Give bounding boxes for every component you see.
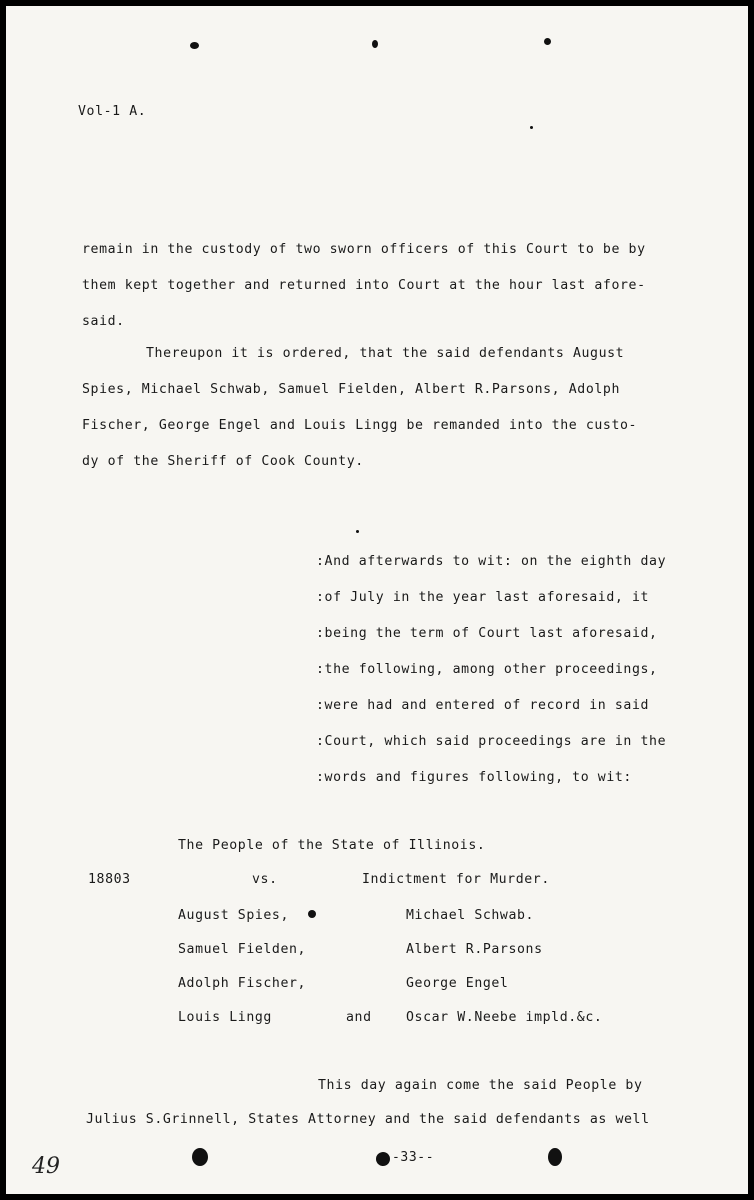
defendant-right: Albert R.Parsons [406,942,543,957]
case-and: and [346,1010,372,1025]
defendant-left: August Spies, [178,908,290,923]
margin-block-line: :of July in the year last aforesaid, it [316,590,650,605]
scan-mark [356,530,359,533]
case-charge: Indictment for Murder. [362,872,550,887]
margin-block-line: :And afterwards to wit: on the eighth day [316,554,667,569]
punch-hole-mark [192,1148,208,1166]
paragraph2-line: Thereupon it is ordered, that the said defendants August [146,346,625,361]
margin-block-line: :words and figures following, to wit: [316,770,632,785]
page-number: -33-- [392,1150,435,1165]
defendant-left: Adolph Fischer, [178,976,307,991]
handwritten-page-number: 49 [32,1154,60,1179]
paragraph1-line: them kept together and returned into Court at the hour last afore- [82,278,646,293]
defendant-right: Michael Schwab. [406,908,535,923]
scan-mark [530,126,533,129]
paragraph2-line: dy of the Sheriff of Cook County. [82,454,364,469]
case-title: The People of the State of Illinois. [178,838,486,853]
defendant-left: Samuel Fielden, [178,942,307,957]
paragraph1-line: said. [82,314,125,329]
document-page [6,6,748,1194]
punch-hole-mark [548,1148,562,1166]
paragraph3-line: Julius S.Grinnell, States Attorney and the said defendants as well [86,1112,650,1127]
paragraph2-line: Spies, Michael Schwab, Samuel Fielden, Albert R.Parsons, Adolph [82,382,620,397]
paragraph1-line: remain in the custody of two sworn officers of this Court to be by [82,242,646,257]
scan-mark [544,38,551,45]
case-number: 18803 [88,872,131,887]
punch-hole-mark [376,1152,390,1166]
margin-block-line: :being the term of Court last aforesaid, [316,626,658,641]
volume-header: Vol-1 A. [78,104,147,119]
defendant-right: George Engel [406,976,509,991]
defendant-left: Louis Lingg [178,1010,272,1025]
scan-mark [372,40,378,48]
margin-block-line: :the following, among other proceedings, [316,662,658,677]
ink-blot [308,910,316,918]
paragraph2-line: Fischer, George Engel and Louis Lingg be remanded into the custo- [82,418,638,433]
case-vs: vs. [252,872,278,887]
scan-mark [190,42,199,49]
margin-block-line: :Court, which said proceedings are in the [316,734,667,749]
margin-block-line: :were had and entered of record in said [316,698,650,713]
paragraph3-line: This day again come the said People by [318,1078,643,1093]
defendant-right: Oscar W.Neebe impld.&c. [406,1010,603,1025]
